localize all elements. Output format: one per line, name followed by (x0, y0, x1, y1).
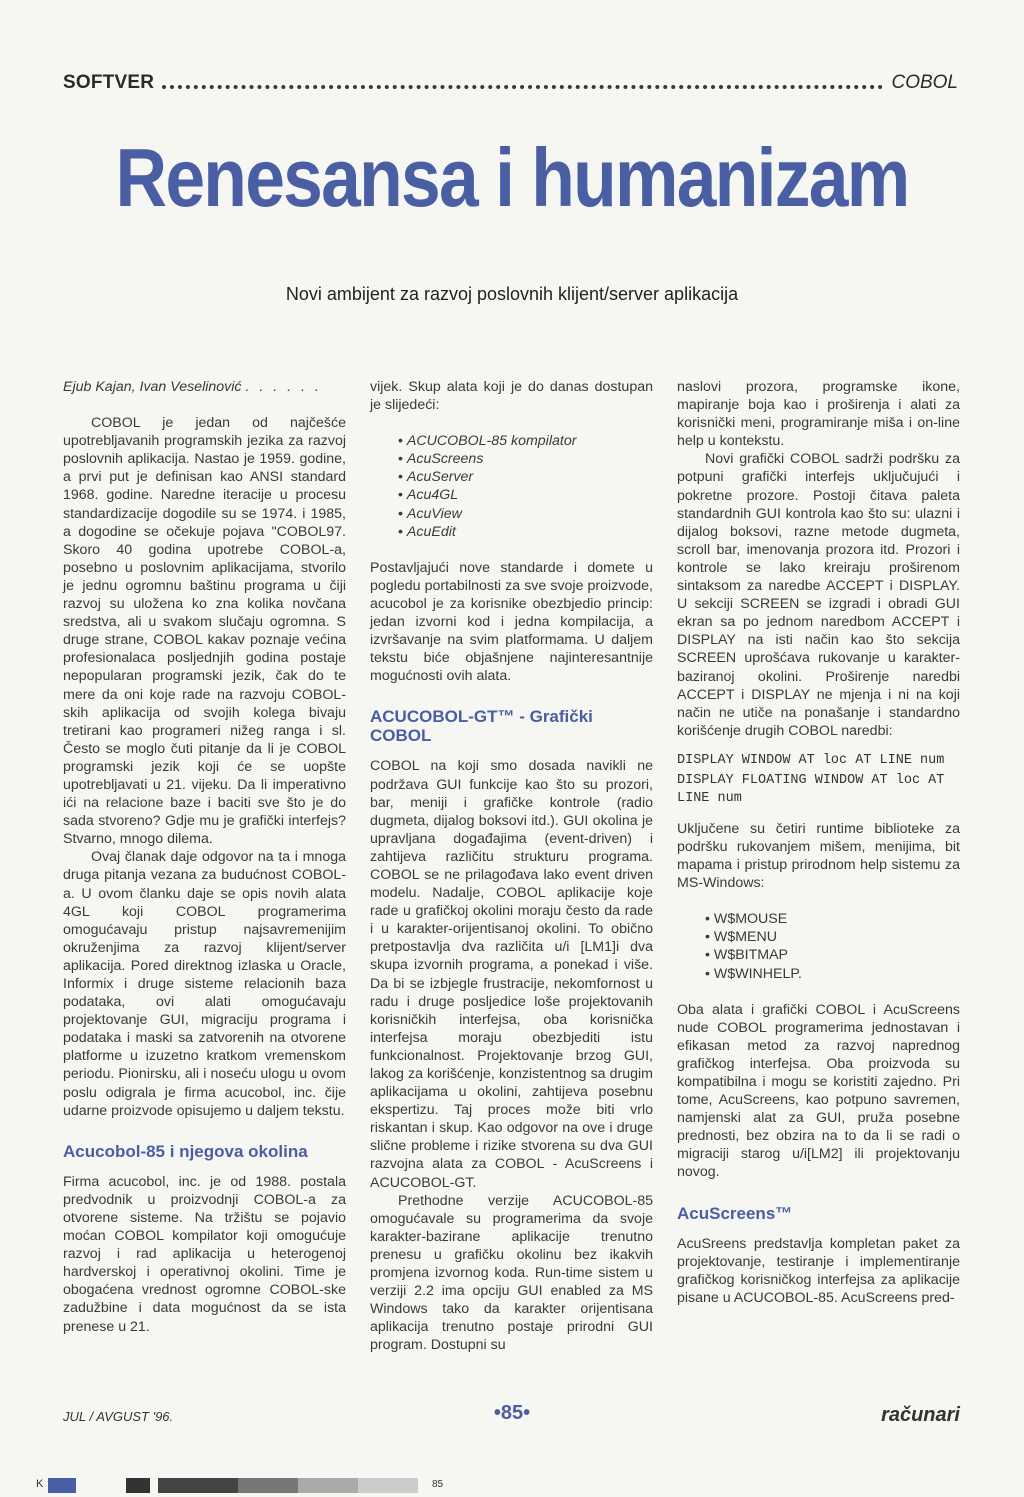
list-item: • W$BITMAP (705, 946, 960, 964)
paragraph: COBOL je jedan od najčešće upotrebljavanih programskih jezika za razvoj poslovnih aplikacija. Nastao je 1959. godine, a prvi put je definisan kao ANSI standard 1968. godine. Naredne iteracije u procesu standardizacije dogodile su se 1974. i 1985, a dogodine se očekuje pojava "COBOL97. Skoro 40 godina upotrebe COBOL-a, posebno u poslovnim aplikacijama, stvorilo je jednu ogromnu baštinu programa u čiji razvoj su uložena ko zna kolika novčana sredstva, ali u svakom slučaju ogromna. S druge strane, COBOL kakav poznaje većina profesionalaca posljednjih godina postaje nepopularan programski jezik, čak do te mere da oni koje rade na razvoju COBOL-skih aplikacija od svojih kolega bivaju tretirani kao programeri nižeg ranga i sl. Često se moglo čuti pitanje da li je COBOL programski jezik koji će se uopšte upotrebljavati u 21. vijeku. Da li imperativno ići na relacione baze i baciti sve što je do sada stvoreno? Gdje mu je grafički interfejs? Stvarno, mnogo dilema. (63, 415, 346, 848)
paragraph: Oba alata i grafički COBOL i AcuScreens nude COBOL programerima jednostavan i efikasan metod za razvoj naprednog grafičkog interfejsa. Oba proizvoda su kompatibilna i mogu se koristiti zajedno. Pri tome, AcuScreens, kao potpuno savremen, namjenski alat za GUI, pruža posebne prednosti, bez obzira na to da li se radi o migraciji starog u/i[LM2] ili projektovanju novog. (677, 1001, 960, 1181)
issue-date: JUL / AVGUST '96. (63, 1409, 174, 1424)
column-3 (677, 378, 960, 1307)
code-block (677, 752, 960, 808)
gray-swatch (238, 1478, 298, 1493)
list-item: • AcuScreens (398, 450, 653, 468)
list-item: • Acu4GL (398, 486, 653, 504)
gray-swatch (298, 1478, 358, 1493)
column-2 (370, 378, 653, 1355)
list-item: • ACUCOBOL-85 kompilator (398, 432, 653, 450)
section-heading: AcuScreens™ (677, 1203, 793, 1223)
list-item: • W$MENU (705, 928, 960, 946)
page-header (63, 64, 958, 94)
page-number: •85• (493, 1402, 531, 1424)
list-item: • W$WINHELP. (705, 965, 960, 983)
list-item: • AcuServer (398, 468, 653, 486)
paragraph: Ovaj članak daje odgovor na ta i mnoga druga pitanja vezana za budućnost COBOL-a. U ovom članku daje se opis novih alata 4GL koji COBOL programerima omogućavaju pristup najsavremenijim okruženjima za razvoj klijent/server aplikacija. Pored direktnog izlaska u Oracle, Informix i druge sisteme relacionih baza podataka, ovi alati omogućavaju projektovanje GUI, migraciju programa i podataka i maski sa zatvorenih na otvorene platforme u izuzetno kratkom vremenskom periodu. Pionirsku, ali i noseću ulogu u ovom poslu odigrala je firma acucobol, inc. čije udarne proizvode opisujemo u daljem tekstu. (63, 849, 346, 1119)
paragraph: naslovi prozora, programske ikone, mapiranje boja kao i proširenja i alati za korisnički meni, programiranje miša i on-line help u kontekstu. (677, 379, 960, 450)
paragraph: vijek. Skup alata koji je do danas dostupan je slijedeći: (370, 379, 653, 414)
paragraph: Uključene su četiri runtime biblioteke za podršku rukovanjem mišem, menijima, bit mapama i pristup prirodnom help sistemu za MS-Windows: (677, 820, 960, 892)
list-item: • AcuView (398, 505, 653, 523)
code-line: DISPLAY FLOATING WINDOW AT loc AT LINE num (677, 772, 945, 806)
column-1 (63, 378, 346, 1336)
byline-dots: . . . . . . (245, 379, 322, 395)
article-title: Renesansa i humanizam (115, 131, 909, 224)
gray-swatch (358, 1478, 418, 1493)
section-heading: Acucobol-85 i njegova okolina (63, 1141, 308, 1161)
paragraph: Novi grafički COBOL sadrži podršku za potpuni grafički interfejs uključujući i pokretne prozore. Postoji čitava paleta standardnih GUI kontrola kao što su: ulazni i dijalog boksovi, razne metode dugmeta, scroll bar, imenovanja prozora itd. Prozori i kontrole se lako kreiraju proširenom sintaksom za naredbe ACCEPT i DISPLAY. U sekciji SCREEN se izgradi i obradi GUI ekran sa po jednom naredbom ACCEPT i DISPLAY na isti način kao što sekcija SCREEN uprošćava rukovanje u karakter-baziranoj okolini. Proširenje naredbi ACCEPT i DISPLAY ne mjenja i ni na koji način ne utiče na ponašanje i standardno korišćenje drugih COBOL naredbi: (677, 451, 960, 739)
library-list (705, 910, 960, 982)
gray-swatch (126, 1478, 150, 1493)
section-heading: ACUCOBOL-GT™ - Grafički COBOL (370, 707, 593, 746)
color-swatch (48, 1478, 76, 1493)
gray-swatch (158, 1478, 238, 1493)
paragraph: COBOL na koji smo dosada navikli ne podržava GUI funkcije kao što su prozori, bar, meniji i grafičke kontrole (radio dugmeta, dijalog boksovi itd.). GUI okolina je upravljana događajima (event-driven) i zahtijeva različitu strukturu programa. COBOL se ne prilagođava lako event driven modelu. Nadalje, COBOL aplikacije koje rade u grafičkoj okolini moraju često da rade i u karakter-orijentisanoj okolini. To obično pretpostavlja dva različita u/i [LM1]i dva skupa izvornih programa, a ponekad i više. Da bi se izbjegle frustracije, nekomfornost u radu i druge posljedice loše projektovanih korisničkih interfejsa, oba korisnička interfejsa moraju obezbjediti istu funkcionalnost. Projektovanje brzog GUI, lakog za korišćenje, konzistentnog sa drugim aplikacijama u okolini, zahtijeva posebnu ekspertizu. Taj proces može biti vrlo riskantan i skup. Kao odgovor na ove i druge slične probleme i rizike stvorena su dva GUI razvojna alata za COBOL - AcuScreens i ACUCOBOL-GT. (370, 758, 653, 1191)
tools-list (398, 432, 653, 541)
header-dotted-rule (162, 85, 883, 89)
list-item: • W$MOUSE (705, 910, 960, 928)
paragraph: Postavljajući nove standarde i domete u pogledu portabilnosti za sve svoje proizvode, acucobol je za korisnike obezbjedio princip: jedan izvorni kod i jedna kompilacija, a izvršavanje na svim platformama. U daljem tekstu biće objašnjene najinteresantnije mogućnosti ovih alata. (370, 559, 653, 685)
paragraph: Prethodne verzije ACUCOBOL-85 omogućavale su programerima da svoje karakter-bazirane aplikacije trenutno prenesu u grafičku okolinu bez ikakvih promjena izvornog koda. Run-time sistem u verziji 2.2 ima opciju GUI enabled za MS Windows tako da karakter orijentisana aplikacija trenutno postaje prirodni GUI program. Dostupni su (370, 1192, 653, 1354)
article-subtitle: Novi ambijent za razvoj poslovnih klijent/server aplikacija (285, 284, 739, 304)
print-color-bar (36, 1478, 456, 1494)
paragraph: Firma acucobol, inc. je od 1988. postala predvodnik u proizvodnji COBOL-a za otvorene sisteme. Na tržištu se pojavio moćan COBOL kompilator koji omogućuje razvoj i rad aplikacija u heterogenoj hardverskoj i operativnoj okolini. Time je obogaćena vrednost ogromne COBOL-ske zadužbine i data mogućnost da se ista prenese u 21. (63, 1173, 346, 1335)
magazine-name: računari (881, 1404, 960, 1426)
topic-label: COBOL (891, 72, 958, 93)
byline (63, 378, 346, 396)
print-mark-letter: K (36, 1478, 44, 1490)
code-line: DISPLAY WINDOW AT loc AT LINE num (677, 752, 945, 768)
byline-authors: Ejub Kajan, Ivan Veselinović (63, 379, 242, 395)
print-mark-number: 85 (432, 1479, 444, 1490)
list-item: • AcuEdit (398, 523, 653, 541)
section-label: SOFTVER (63, 72, 155, 93)
paragraph: AcuSreens predstavlja kompletan paket za projektovanje, testiranje i implementiranje grafičkog korisničkog interfejsa za aplikacije pisane u ACUCOBOL-85. AcuScreens pred- (677, 1235, 960, 1306)
